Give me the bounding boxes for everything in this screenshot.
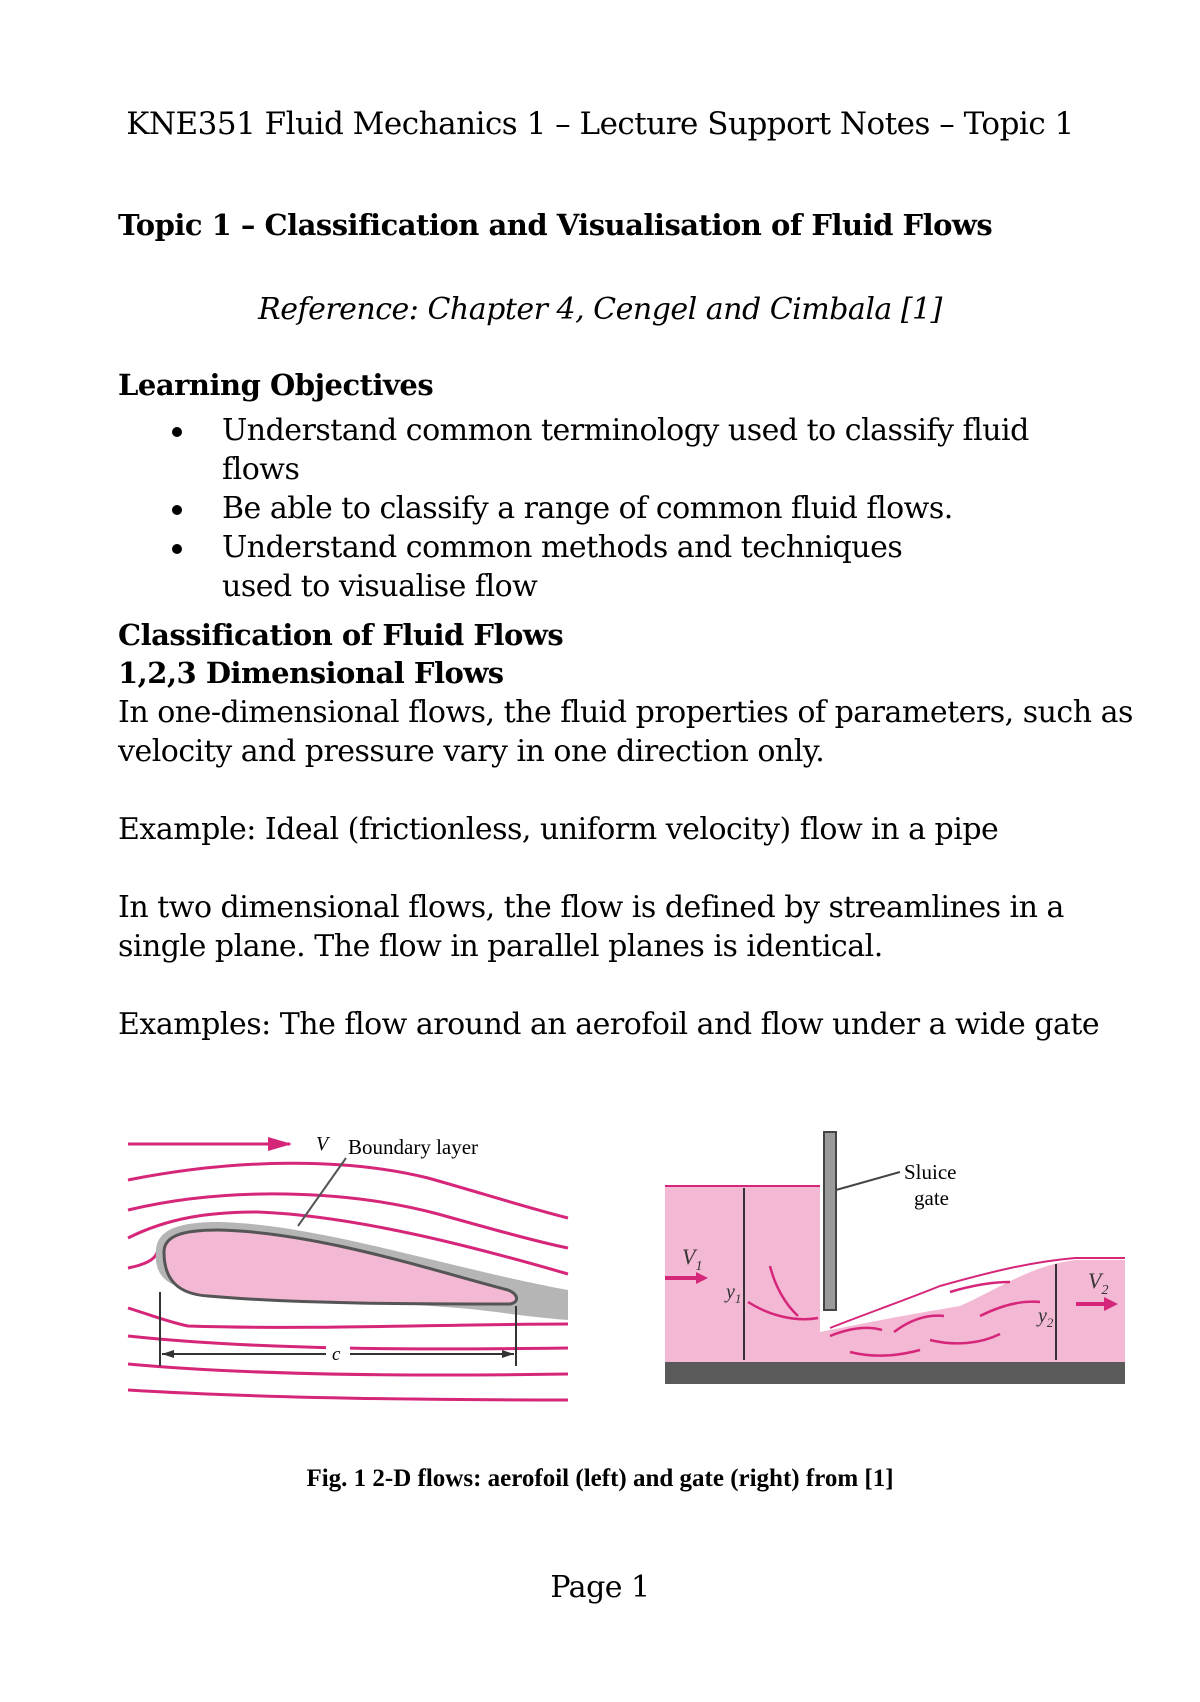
boundary-layer-label: Boundary layer: [348, 1135, 479, 1159]
objective-item: Be able to classify a range of common fluid flows.: [172, 489, 1102, 528]
chord-label: c: [332, 1344, 341, 1365]
page-header: KNE351 Fluid Mechanics 1 – Lecture Support Notes – Topic 1: [126, 106, 1074, 142]
y2-label: y: [1038, 1305, 1047, 1327]
y1-sub: 1: [734, 1291, 742, 1306]
paragraph-1d-line: velocity and pressure vary in one direction only.: [118, 734, 825, 769]
aerofoil-figure: [118, 1118, 578, 1408]
topic-title: Topic 1 – Classification and Visualisation of Fluid Flows: [118, 208, 993, 242]
paragraph-1d-line: In one-dimensional flows, the fluid properties of parameters, such as: [118, 695, 1133, 730]
dimensional-subheading: 1,2,3 Dimensional Flows: [118, 656, 504, 690]
classification-heading: Classification of Fluid Flows: [118, 618, 564, 652]
ground: [665, 1362, 1125, 1384]
streamline: [128, 1163, 568, 1218]
figure-caption: Fig. 1 2-D flows: aerofoil (left) and gate (right) from [1]: [306, 1465, 894, 1492]
streamline: [128, 1248, 158, 1268]
v1-sub: 1: [695, 1259, 703, 1274]
velocity-label: V: [316, 1133, 329, 1155]
gate-leader: [836, 1172, 900, 1190]
objectives-list: [172, 411, 1102, 606]
chevron-right-icon: [502, 1350, 514, 1358]
boundary-layer-leader: [298, 1158, 346, 1226]
gate-label: gate: [914, 1186, 949, 1210]
v2-label: V: [1088, 1268, 1102, 1293]
chevron-right-icon: [268, 1137, 292, 1151]
example-2d: Examples: The flow around an aerofoil and flow under a wide gate: [118, 1007, 1100, 1042]
v2-sub: 2: [1101, 1283, 1109, 1298]
y2-sub: 2: [1046, 1315, 1054, 1330]
objective-item: Understand common methods and techniques used to visualise flow: [172, 528, 962, 606]
y1-label: y: [726, 1281, 735, 1303]
objectives-heading: Learning Objectives: [118, 368, 434, 402]
streamline: [128, 1364, 568, 1375]
sluice-gate: [824, 1132, 836, 1310]
reference-line: Reference: Chapter 4, Cengel and Cimbala [1]: [258, 292, 942, 327]
example-1d: Example: Ideal (frictionless, uniform velocity) flow in a pipe: [118, 812, 999, 847]
sluice-gate-figure: [660, 1126, 1130, 1386]
paragraph-2d-line: single plane. The flow in parallel planes is identical.: [118, 929, 883, 964]
streamline: [128, 1390, 568, 1400]
sluice-label: Sluice: [904, 1160, 957, 1184]
v1-label: V: [682, 1244, 696, 1269]
objective-item: Understand common terminology used to classify fluid flows: [172, 411, 1102, 489]
page-number: Page 1: [550, 1570, 650, 1605]
paragraph-2d-line: In two dimensional flows, the flow is defined by streamlines in a: [118, 890, 1064, 925]
chevron-left-icon: [162, 1350, 174, 1358]
